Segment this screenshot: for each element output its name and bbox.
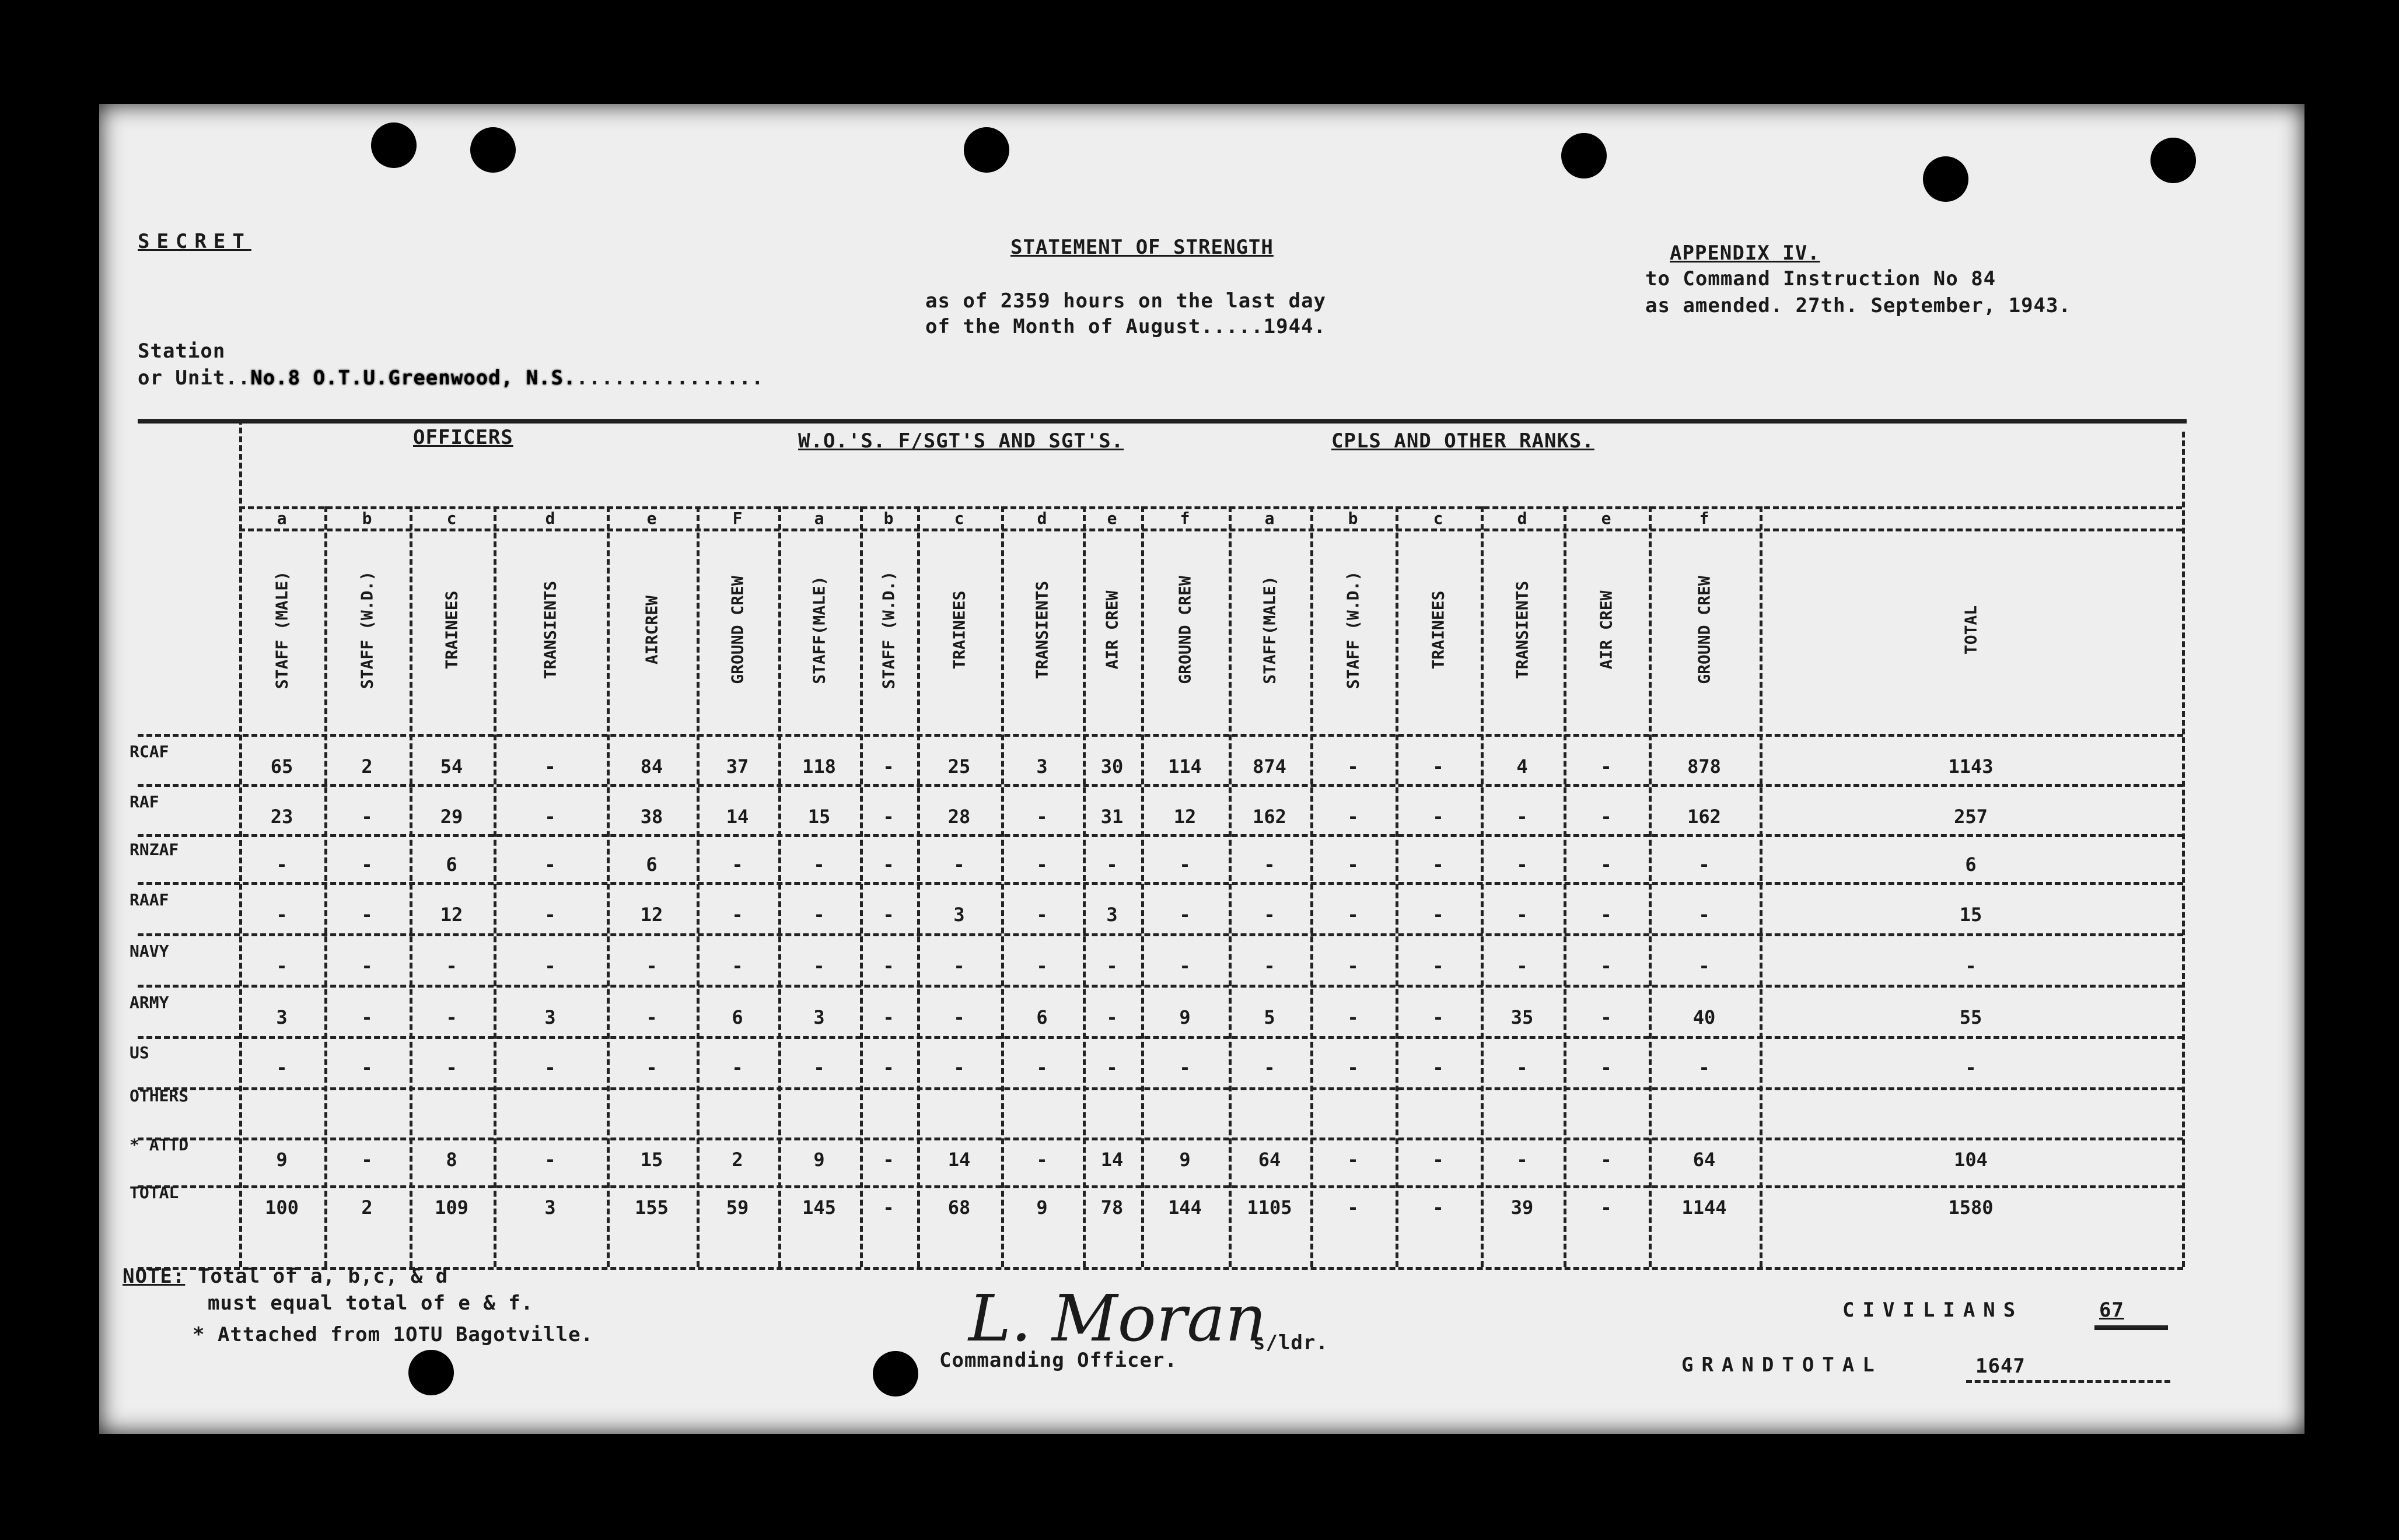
table-cell: -	[361, 1056, 373, 1079]
row-rule	[138, 1138, 2183, 1140]
column-header: STAFF (W.D.)	[357, 570, 377, 690]
table-cell: -	[1516, 806, 1528, 828]
table-cell: -	[953, 1056, 965, 1079]
column-header: TRANSIENTS	[1512, 580, 1532, 680]
column-letter: d	[545, 509, 555, 528]
column-header: STAFF (W.D.)	[1343, 570, 1363, 690]
column-letter: F	[732, 509, 743, 528]
unit-value: No.8 O.T.U.Greenwood, N.S.	[250, 366, 576, 390]
table-cell: 874	[1253, 755, 1286, 778]
table-cell: 109	[435, 1196, 468, 1219]
table-cell: -	[544, 955, 556, 977]
table-cell: 155	[635, 1196, 669, 1219]
column-letter: e	[1107, 509, 1117, 528]
table-cell: -	[276, 853, 288, 876]
column-letter: a	[277, 509, 287, 528]
table-cell: -	[1347, 904, 1359, 926]
table-cell: -	[646, 955, 658, 977]
punch-hole	[470, 127, 516, 173]
table-cell: -	[1179, 1056, 1191, 1079]
note-label: NOTE:	[123, 1265, 186, 1288]
column-header: TRANSIENTS	[540, 580, 560, 680]
table-cell: 118	[802, 755, 836, 778]
table-cell: -	[544, 1149, 556, 1171]
table-cell: -	[276, 904, 288, 926]
table-cell: -	[1516, 1149, 1528, 1171]
column-letter: b	[362, 509, 372, 528]
row-rule	[138, 784, 2183, 787]
table-cell: -	[446, 1006, 457, 1028]
table-cell: 39	[1510, 1196, 1534, 1219]
column-rule	[1083, 506, 1086, 1267]
row-rule	[138, 933, 2183, 936]
note-line-1: Total of a, b,c, & d	[197, 1265, 449, 1288]
column-letter: a	[814, 509, 824, 528]
table-cell: 6	[732, 1006, 743, 1028]
table-cell: -	[883, 853, 894, 876]
table-cell: -	[1600, 1056, 1612, 1079]
table-cell: 3	[544, 1006, 556, 1028]
table-cell: -	[1432, 1006, 1444, 1028]
table-cell: -	[883, 1056, 894, 1079]
table-cell: -	[883, 955, 894, 977]
column-rule	[860, 506, 863, 1267]
row-rule	[138, 1087, 2183, 1090]
column-rule	[917, 506, 920, 1267]
column-rule	[697, 506, 700, 1267]
table-cell: -	[361, 1006, 373, 1028]
civilians-value: 67	[2099, 1298, 2124, 1322]
table-cell: -	[953, 1006, 965, 1028]
group-heading-officers: OFFICERS	[413, 426, 513, 449]
row-rule	[138, 985, 2183, 988]
column-rule	[1481, 506, 1484, 1267]
table-cell: -	[732, 955, 743, 977]
table-cell: 3	[1036, 755, 1048, 778]
column-header: AIRCREW	[642, 595, 662, 665]
table-cell: 3	[953, 904, 965, 926]
commanding-officer-signature: L. Moran	[968, 1281, 1267, 1356]
table-cell: -	[276, 1056, 288, 1079]
row-rule	[138, 1036, 2183, 1039]
table-cell: 40	[1692, 1006, 1716, 1028]
table-cell: -	[1432, 955, 1444, 977]
table-cell: 35	[1510, 1006, 1534, 1028]
row-rule	[138, 834, 2183, 837]
table-cell: 1144	[1681, 1196, 1727, 1219]
table-cell: -	[883, 1196, 894, 1219]
table-cell: -	[1347, 1006, 1359, 1028]
table-cell: 3	[544, 1196, 556, 1219]
table-cell: 1143	[1948, 755, 1994, 778]
table-cell: -	[1516, 853, 1528, 876]
column-header: TRAINEES	[442, 590, 461, 670]
table-cell: 114	[1168, 755, 1202, 778]
signature-suffix: s/ldr.	[1253, 1331, 1328, 1354]
attached-note: * Attached from 1OTU Bagotville.	[193, 1323, 594, 1346]
table-cell: -	[1965, 1056, 1977, 1079]
column-header: GROUND CREW	[1175, 576, 1195, 684]
table-cell: -	[1516, 904, 1528, 926]
table-cell: -	[544, 1056, 556, 1079]
table-cell: 6	[1036, 1006, 1048, 1028]
table-cell: -	[1036, 853, 1048, 876]
column-header: AIR CREW	[1596, 590, 1616, 670]
table-cell: -	[732, 1056, 743, 1079]
row-label: OTHERS	[130, 1086, 189, 1105]
punch-hole	[408, 1350, 454, 1395]
note-line-2: must equal total of e & f.	[208, 1292, 534, 1315]
table-cell: -	[1264, 1056, 1275, 1079]
table-cell: -	[1432, 1056, 1444, 1079]
column-letter: c	[446, 509, 457, 528]
table-cell: 144	[1168, 1196, 1202, 1219]
column-letter: d	[1037, 509, 1047, 528]
table-cell: -	[883, 904, 894, 926]
column-header: TOTAL	[1961, 605, 1981, 655]
column-header: STAFF (W.D.)	[879, 570, 898, 690]
commanding-officer-label: Commanding Officer.	[939, 1349, 1177, 1372]
table-cell: -	[446, 955, 457, 977]
column-letter: b	[1348, 509, 1358, 528]
column-header: STAFF(MALE)	[809, 576, 829, 684]
column-rule	[494, 506, 496, 1267]
column-header: STAFF (MALE)	[272, 570, 292, 690]
table-top-rule	[138, 419, 2187, 424]
table-cell: 1105	[1247, 1196, 1292, 1219]
table-cell: 2	[361, 1196, 373, 1219]
table-cell: -	[361, 806, 373, 828]
punch-hole	[2150, 138, 2196, 183]
table-cell: 38	[640, 806, 663, 828]
table-cell: -	[1106, 1006, 1118, 1028]
civilians-rule	[2094, 1325, 2168, 1330]
table-cell: -	[1036, 1149, 1048, 1171]
column-header: TRAINEES	[1428, 590, 1448, 670]
table-cell: 8	[446, 1149, 457, 1171]
table-cell: -	[1264, 955, 1275, 977]
column-rule	[778, 506, 781, 1267]
table-cell: -	[446, 1056, 457, 1079]
as-of-line-2: of the Month of August.....1944.	[925, 315, 1327, 338]
column-rule	[1564, 506, 1566, 1267]
table-cell: 2	[361, 755, 373, 778]
column-rule	[1649, 506, 1652, 1267]
row-label: * ATTD	[130, 1135, 189, 1154]
table-cell: -	[1347, 955, 1359, 977]
group-heading-wos: W.O.'S. F/SGT'S AND SGT'S.	[798, 429, 1124, 453]
table-cell: 145	[802, 1196, 836, 1219]
table-cell: 9	[1036, 1196, 1048, 1219]
table-cell: 64	[1258, 1149, 1281, 1171]
table-cell: 3	[276, 1006, 288, 1028]
table-cell: -	[813, 955, 825, 977]
table-cell: -	[646, 1006, 658, 1028]
table-cell: -	[1600, 1006, 1612, 1028]
unit-dots: ...............	[576, 366, 764, 390]
table-cell: 31	[1100, 806, 1124, 828]
table-cell: 28	[947, 806, 971, 828]
table-cell: 5	[1264, 1006, 1275, 1028]
letters-rule	[239, 528, 2182, 531]
table-cell: 9	[813, 1149, 825, 1171]
table-cell: -	[1347, 1196, 1359, 1219]
unit-label-text: or Unit..	[138, 366, 251, 390]
grandtotal-rule	[1966, 1380, 2170, 1383]
table-cell: 15	[640, 1149, 663, 1171]
table-cell: 3	[813, 1006, 825, 1028]
table-cell: -	[276, 955, 288, 977]
table-cell: -	[1106, 955, 1118, 977]
column-letter: f	[1699, 509, 1709, 528]
appendix-line-3: as amended. 27th. September, 1943.	[1645, 294, 2071, 317]
punch-hole	[873, 1351, 918, 1396]
table-cell: 84	[640, 755, 663, 778]
row-label: RNZAF	[130, 840, 179, 859]
column-letter: a	[1264, 509, 1275, 528]
table-cell: 9	[1179, 1149, 1191, 1171]
punch-hole	[1923, 156, 1968, 202]
row-label: RAF	[130, 792, 159, 811]
table-cell: 30	[1100, 755, 1124, 778]
table-cell: 100	[265, 1196, 299, 1219]
table-cell: -	[1264, 853, 1275, 876]
table-cell: -	[883, 806, 894, 828]
column-header: GROUND CREW	[728, 576, 747, 684]
table-cell: -	[544, 904, 556, 926]
table-cell: -	[732, 853, 743, 876]
table-cell: -	[361, 1149, 373, 1171]
column-rule	[1396, 506, 1398, 1267]
station-label: Station	[138, 340, 226, 363]
column-header: GROUND CREW	[1694, 576, 1714, 684]
column-letter: e	[1601, 509, 1611, 528]
table-cell: -	[1432, 853, 1444, 876]
table-cell: 4	[1516, 755, 1528, 778]
table-cell: 162	[1253, 806, 1286, 828]
column-letter: f	[1180, 509, 1190, 528]
table-cell: -	[544, 806, 556, 828]
table-cell: -	[813, 853, 825, 876]
table-cell: 9	[1179, 1006, 1191, 1028]
column-rule	[1229, 506, 1232, 1267]
table-cell: 25	[947, 755, 971, 778]
table-cell: -	[1106, 853, 1118, 876]
table-cell: 15	[1959, 904, 1982, 926]
table-cell: -	[1698, 904, 1710, 926]
column-letter: c	[1433, 509, 1443, 528]
classification-label: SECRET	[138, 230, 251, 253]
table-cell: 37	[726, 755, 749, 778]
table-cell: -	[1600, 1149, 1612, 1171]
table-cell: 6	[446, 853, 457, 876]
table-cell: -	[1432, 904, 1444, 926]
column-rule	[1141, 506, 1144, 1267]
column-header: AIR CREW	[1102, 590, 1122, 670]
table-cell: -	[1347, 1149, 1359, 1171]
table-cell: 23	[270, 806, 293, 828]
table-cell: -	[1516, 955, 1528, 977]
table-cell: -	[1600, 955, 1612, 977]
table-cell: -	[1036, 904, 1048, 926]
table-cell: -	[1264, 904, 1275, 926]
table-cell: -	[813, 904, 825, 926]
table-cell: -	[544, 755, 556, 778]
table-cell: 9	[276, 1149, 288, 1171]
column-rule	[410, 506, 412, 1267]
column-letter: c	[954, 509, 964, 528]
as-of-line-1: as of 2359 hours on the last day	[925, 289, 1327, 313]
column-header: TRAINEES	[949, 590, 969, 670]
table-cell: 12	[640, 904, 663, 926]
table-cell: 6	[1965, 853, 1977, 876]
column-letter: d	[1517, 509, 1527, 528]
unit-label	[138, 366, 764, 390]
table-cell: 64	[1692, 1149, 1716, 1171]
row-label: US	[130, 1043, 149, 1062]
table-cell: 162	[1687, 806, 1721, 828]
grandtotal-label: GRANDTOTAL	[1681, 1353, 1883, 1377]
table-cell: 12	[440, 904, 463, 926]
table-cell: -	[646, 1056, 658, 1079]
table-cell: 59	[726, 1196, 749, 1219]
row-label: TOTAL	[130, 1183, 179, 1202]
table-cell: -	[544, 853, 556, 876]
row-label: ARMY	[130, 993, 169, 1012]
table-cell: 14	[947, 1149, 971, 1171]
table-cell: -	[1698, 1056, 1710, 1079]
appendix-line-2: to Command Instruction No 84	[1645, 267, 1996, 290]
table-cell: -	[813, 1056, 825, 1079]
row-label: RCAF	[130, 742, 169, 761]
table-cell: -	[883, 1149, 894, 1171]
table-cell: 15	[807, 806, 831, 828]
table-cell: -	[953, 853, 965, 876]
table-cell: -	[361, 904, 373, 926]
column-header: TRANSIENTS	[1032, 580, 1052, 680]
table-cell: 104	[1954, 1149, 1988, 1171]
table-cell: -	[1432, 806, 1444, 828]
punch-hole	[1561, 133, 1607, 178]
column-letter: b	[883, 509, 894, 528]
table-cell: -	[1106, 1056, 1118, 1079]
table-cell: -	[953, 955, 965, 977]
civilians-label: CIVILIANS	[1842, 1298, 2024, 1322]
table-cell: -	[1347, 1056, 1359, 1079]
table-cell: -	[1432, 1149, 1444, 1171]
row-rule	[138, 882, 2183, 885]
table-cell: -	[1516, 1056, 1528, 1079]
column-rule	[1310, 506, 1313, 1267]
note	[123, 1265, 448, 1288]
column-rule	[324, 506, 327, 1267]
table-cell: 878	[1687, 755, 1721, 778]
table-cell: -	[361, 853, 373, 876]
table-cell: 3	[1106, 904, 1118, 926]
table-cell: 6	[646, 853, 658, 876]
column-letter: e	[646, 509, 657, 528]
table-cell: 14	[1100, 1149, 1124, 1171]
table-cell: -	[1698, 853, 1710, 876]
table-cell: -	[1600, 1196, 1612, 1219]
table-cell: -	[1600, 853, 1612, 876]
table-cell: 65	[270, 755, 293, 778]
row-label: RAAF	[130, 890, 169, 909]
group-heading-rule	[239, 506, 2182, 509]
table-cell: -	[883, 755, 894, 778]
punch-hole	[371, 123, 417, 168]
table-cell: -	[1965, 955, 1977, 977]
table-cell: -	[361, 955, 373, 977]
column-header: STAFF(MALE)	[1260, 576, 1279, 684]
group-heading-cpls: CPLS AND OTHER RANKS.	[1331, 429, 1594, 453]
table-cell: 14	[726, 806, 749, 828]
appendix-label: APPENDIX IV.	[1670, 242, 1820, 265]
table-cell: -	[883, 1006, 894, 1028]
table-cell: -	[732, 904, 743, 926]
column-rule	[1760, 506, 1762, 1267]
table-cell: -	[1179, 853, 1191, 876]
table-cell: 2	[732, 1149, 743, 1171]
table-cell: -	[1600, 755, 1612, 778]
table-cell: 12	[1173, 806, 1197, 828]
table-right-rule	[2182, 432, 2185, 1267]
row-rule	[138, 1185, 2183, 1188]
header-bottom-rule	[138, 734, 2183, 737]
table-cell: -	[1432, 1196, 1444, 1219]
row-label: NAVY	[130, 942, 169, 961]
table-cell: 78	[1100, 1196, 1124, 1219]
table-cell: -	[1347, 755, 1359, 778]
grandtotal-value: 1647	[1975, 1354, 2026, 1378]
table-cell: -	[1179, 904, 1191, 926]
table-cell: 68	[947, 1196, 971, 1219]
table-cell: -	[1036, 806, 1048, 828]
column-rule	[1001, 506, 1004, 1267]
table-cell: -	[1600, 904, 1612, 926]
column-rule	[607, 506, 610, 1267]
table-cell: 1580	[1948, 1196, 1994, 1219]
table-cell: 257	[1954, 806, 1988, 828]
table-cell: -	[1600, 806, 1612, 828]
table-cell: 29	[440, 806, 463, 828]
table-cell: -	[1347, 806, 1359, 828]
punch-hole	[964, 127, 1009, 173]
table-cell: -	[1179, 955, 1191, 977]
table-cell: -	[1036, 1056, 1048, 1079]
table-cell: 54	[440, 755, 463, 778]
table-cell: -	[1036, 955, 1048, 977]
table-cell: -	[1347, 853, 1359, 876]
page-title: STATEMENT OF STRENGTH	[1010, 236, 1274, 259]
table-cell: 55	[1959, 1006, 1982, 1028]
table-cell: -	[1698, 955, 1710, 977]
table-cell: -	[1432, 755, 1444, 778]
